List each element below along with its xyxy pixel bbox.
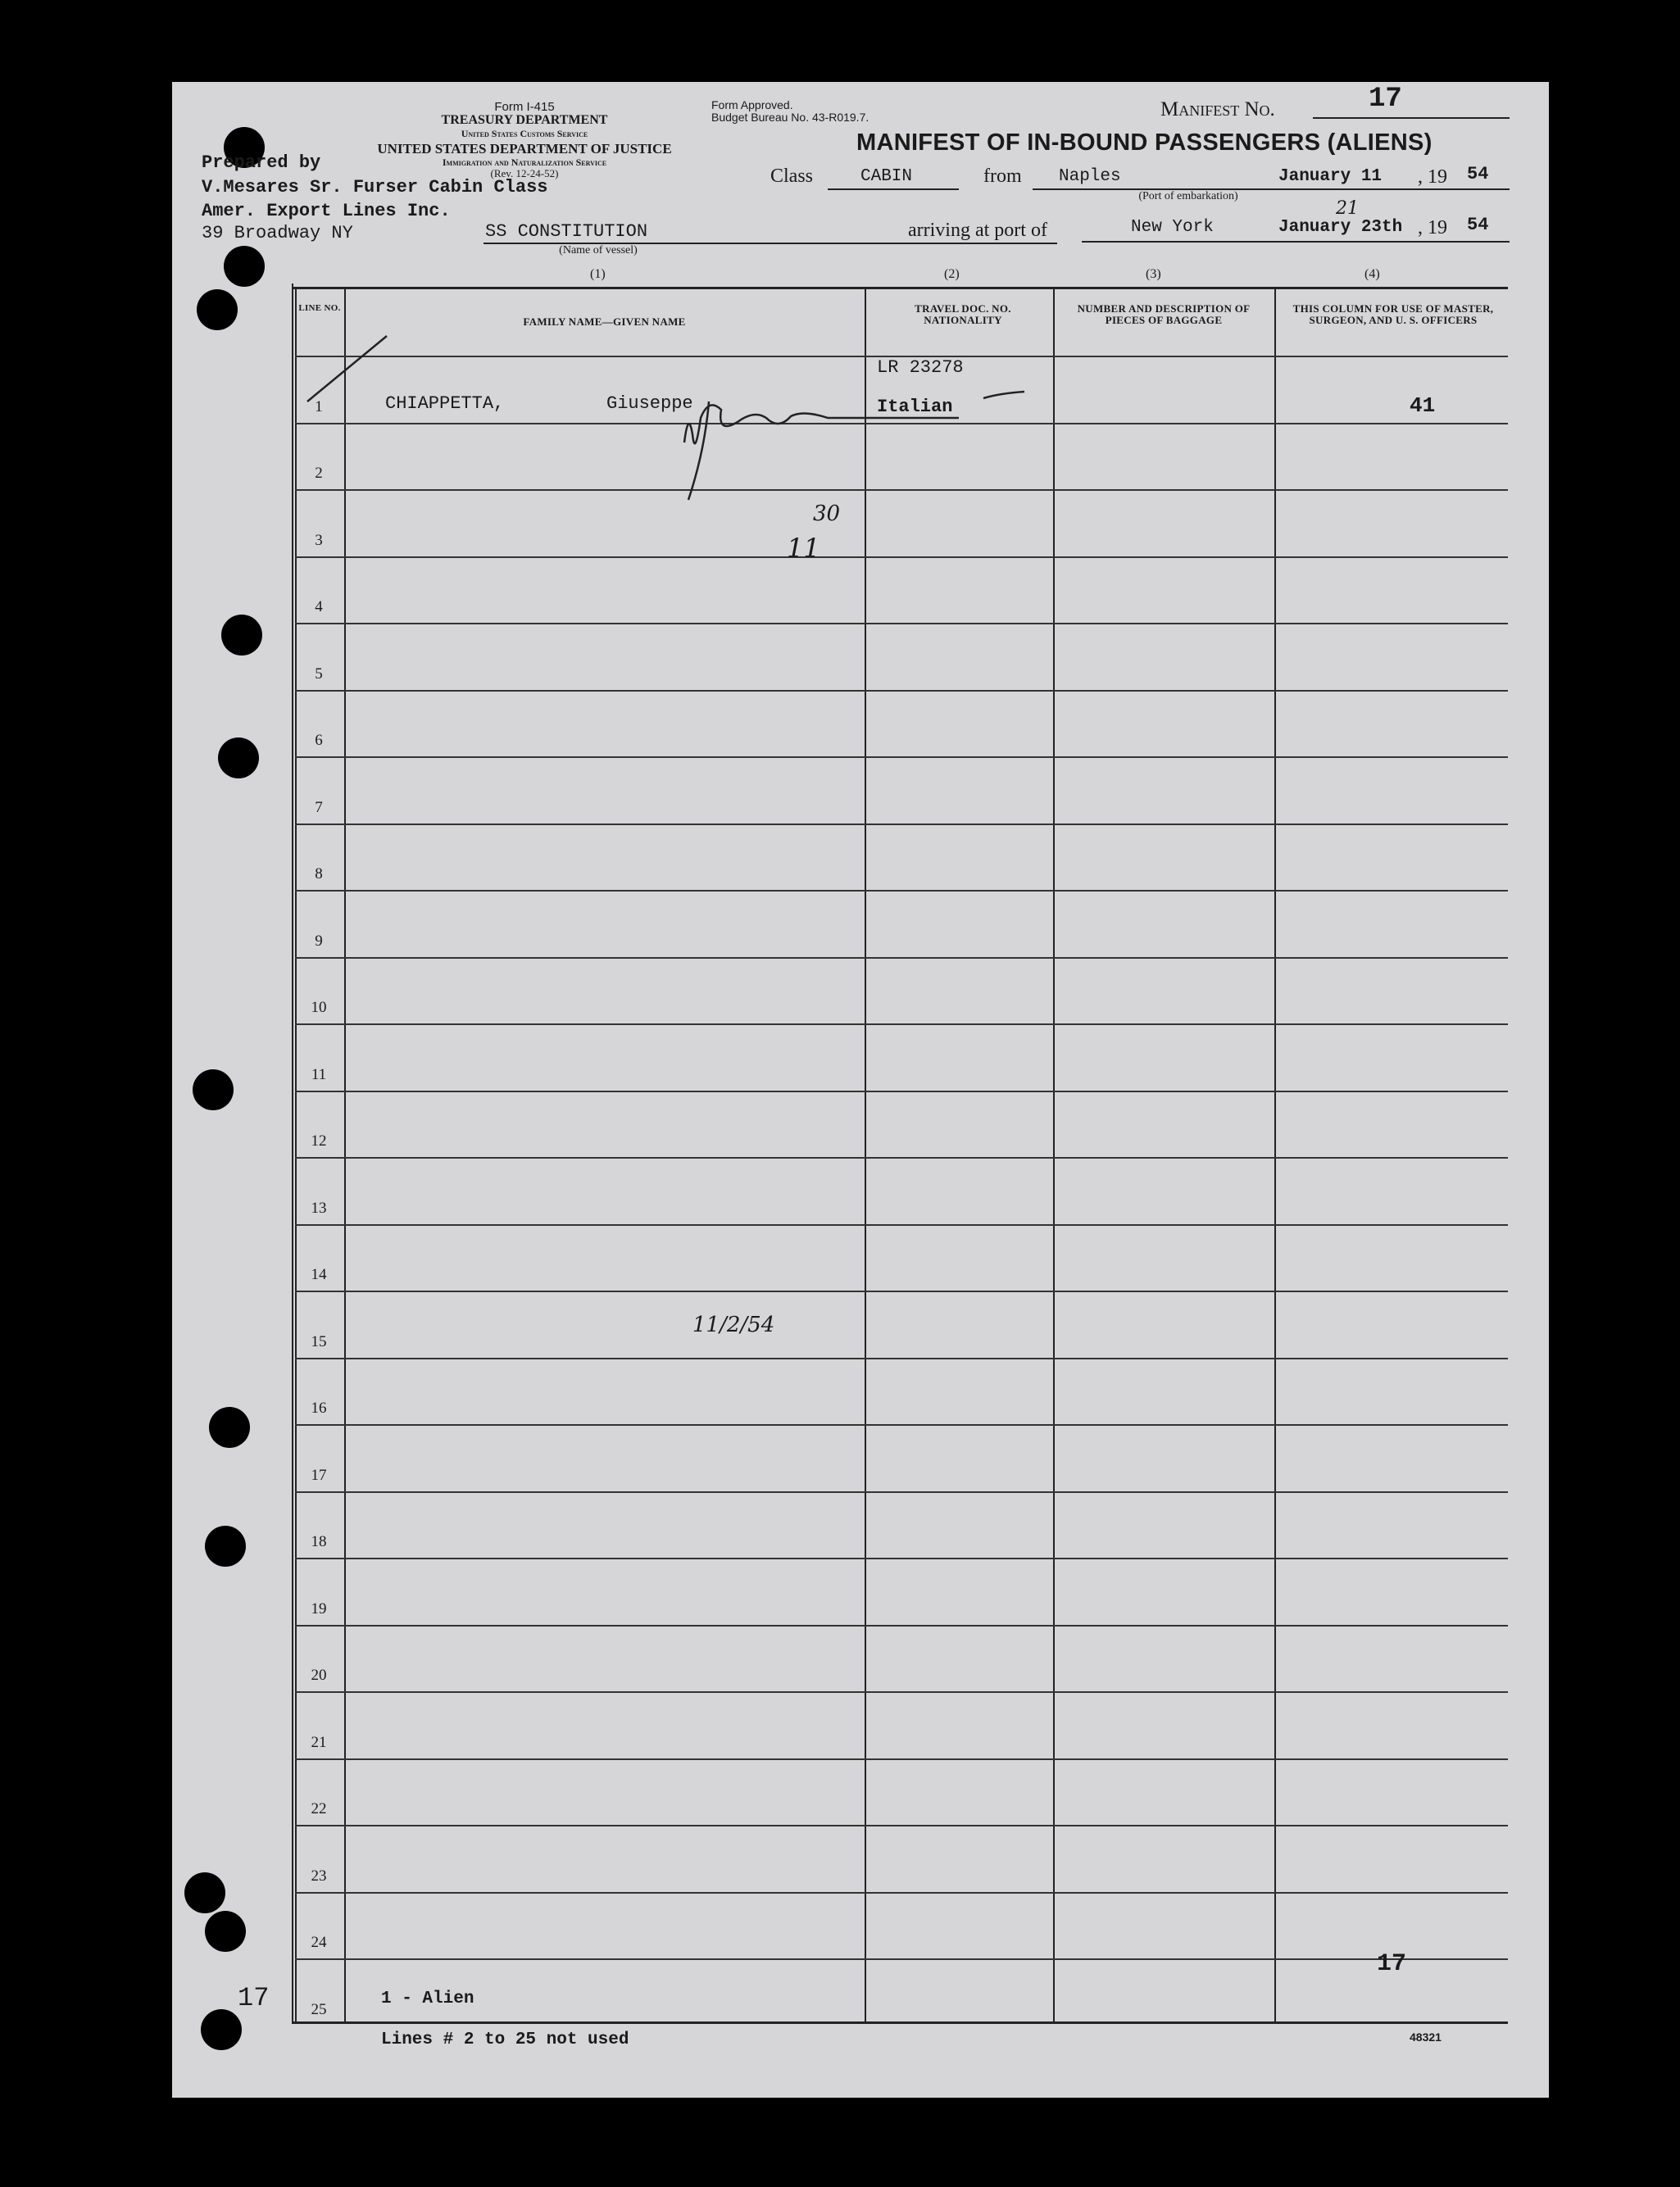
line-number: 14 (311, 1266, 327, 1283)
manifest-page (172, 82, 1549, 2098)
line-number: 18 (311, 1533, 327, 1550)
form-code: 48321 (1410, 2030, 1442, 2044)
row-line (295, 1825, 1508, 1826)
family-name: CHIAPPETTA, (385, 393, 505, 414)
manifest-title: MANIFEST OF IN-BOUND PASSENGERS (ALIENS) (856, 129, 1433, 156)
left-margin-17: 17 (238, 1983, 270, 2013)
travel-doc-number: LR 23278 (877, 357, 964, 378)
line-number: 16 (311, 1400, 327, 1417)
ins-line: Immigration and Naturalization Service (442, 157, 607, 168)
row-line (295, 1625, 1508, 1627)
line-number: 8 (315, 865, 323, 883)
annotation-30: 30 (813, 501, 841, 526)
row-line (295, 1558, 1508, 1559)
line-number: 12 (311, 1132, 327, 1150)
punch-hole (218, 737, 259, 778)
col-header-baggage: NUMBER AND DESCRIPTION OF PIECES OF BAGGAGE (1077, 302, 1251, 327)
line-number: 19 (311, 1599, 327, 1618)
class-value: CABIN (860, 167, 913, 186)
arrival-date: January 23th (1278, 218, 1403, 237)
preparer-line-1: V.Mesares Sr. Furser Cabin Class (202, 177, 548, 197)
col-header-travel-doc: TRAVEL DOC. NO. NATIONALITY (915, 302, 1011, 327)
nationality: Italian (877, 397, 953, 417)
line-number: 23 (311, 1867, 327, 1885)
col3-number: (3) (1146, 267, 1161, 281)
punch-hole (205, 1911, 246, 1952)
col-header-line-no: LINE NO. (298, 303, 341, 313)
col2-number: (2) (944, 267, 960, 281)
from-value: Naples (1059, 167, 1121, 186)
row-line (295, 890, 1508, 892)
line-number: 15 (311, 1332, 327, 1350)
punch-hole (205, 1526, 246, 1567)
departure-year: 54 (1467, 164, 1489, 184)
arrival-port: New York (1131, 218, 1214, 237)
punch-hole (184, 1872, 225, 1913)
col-header-name: FAMILY NAME—GIVEN NAME (523, 315, 686, 328)
annotation-date: 11/2/54 (692, 1313, 775, 1337)
form-approved: Form Approved. (711, 98, 793, 111)
row-line (295, 1424, 1508, 1426)
row-line (295, 1358, 1508, 1359)
revision-date: (Rev. 12-24-52) (490, 167, 559, 179)
row-line (295, 1224, 1508, 1226)
line-number: 10 (311, 999, 327, 1016)
page-count-17: 17 (1377, 1950, 1407, 1978)
budget-bureau: Budget Bureau No. 43-R019.7. (711, 111, 870, 124)
line-number: 25 (311, 2000, 327, 2018)
manifest-table (295, 287, 1508, 2024)
treasury-department: TREASURY DEPARTMENT (441, 113, 608, 127)
manifest-no-label: Manifest No. (1160, 98, 1275, 120)
punch-hole (201, 2009, 242, 2050)
line-number: 17 (311, 1466, 327, 1484)
col-header-officers: THIS COLUMN FOR USE OF MASTER, SURGEON, AND U. S. OFFICERS (1292, 302, 1494, 327)
row-line (295, 623, 1508, 624)
punch-hole (221, 615, 262, 656)
departure-date: January 11 (1278, 167, 1383, 186)
arriving-label: arriving at port of (908, 220, 1047, 241)
arrival-date-correction: 21 (1336, 198, 1359, 219)
annotation-11: 11 (787, 533, 820, 564)
line-number: 5 (315, 665, 323, 683)
officer-mark: 41 (1410, 393, 1436, 418)
row-line (295, 1758, 1508, 1760)
punch-hole (209, 1407, 250, 1448)
line-number: 3 (315, 531, 323, 549)
prepared-by-label: Prepared by (202, 152, 321, 173)
handwritten-signature (295, 287, 1508, 615)
total-aliens: 1 - Alien (381, 1990, 474, 2008)
line-number: 2 (315, 465, 323, 482)
row-line (295, 756, 1508, 758)
row-line (295, 824, 1508, 825)
col1-number: (1) (590, 267, 606, 281)
row-line (295, 1091, 1508, 1092)
line-number: 20 (311, 1667, 327, 1684)
embarkation-note: (Port of embarkation) (1138, 190, 1238, 202)
punch-hole (224, 246, 265, 287)
arrival-year-prefix: , 19 (1418, 217, 1447, 238)
form-number: Form I-415 (494, 100, 555, 114)
line-number: 22 (311, 1800, 327, 1817)
customs-service: United States Customs Service (461, 128, 588, 139)
row-line (295, 1958, 1508, 1960)
line-number: 9 (315, 932, 323, 950)
arrival-year: 54 (1467, 215, 1489, 235)
vessel-note: (Name of vessel) (559, 244, 638, 256)
given-name: Giuseppe (606, 393, 693, 414)
line-number: 4 (315, 598, 323, 615)
punch-hole (197, 289, 238, 330)
row-line (295, 1157, 1508, 1159)
from-label: from (983, 166, 1022, 187)
row-line (295, 1892, 1508, 1894)
row-line (295, 957, 1508, 959)
row-line (295, 1691, 1508, 1693)
line-number: 24 (311, 1934, 327, 1951)
row-line (295, 1491, 1508, 1493)
vessel-name: SS CONSTITUTION (485, 221, 648, 242)
row-line (295, 1291, 1508, 1292)
line-number: 1 (315, 397, 323, 415)
preparer-line-2: Amer. Export Lines Inc. (202, 201, 451, 221)
line-number: 11 (311, 1065, 327, 1083)
unused-lines-note: Lines # 2 to 25 not used (381, 2030, 629, 2049)
line-number: 7 (315, 798, 323, 816)
line-number: 6 (315, 732, 323, 749)
class-label: Class (770, 166, 814, 187)
punch-hole (193, 1069, 234, 1110)
departure-year-prefix: , 19 (1418, 166, 1447, 188)
line-number: 21 (311, 1733, 327, 1751)
col4-number: (4) (1364, 267, 1380, 281)
line-number: 13 (311, 1199, 327, 1217)
row-line (295, 690, 1508, 692)
department-of-justice: UNITED STATES DEPARTMENT OF JUSTICE (377, 141, 672, 157)
preparer-line-3: 39 Broadway NY (202, 223, 353, 243)
manifest-no-value: 17 (1369, 84, 1402, 115)
row-line (295, 1023, 1508, 1025)
